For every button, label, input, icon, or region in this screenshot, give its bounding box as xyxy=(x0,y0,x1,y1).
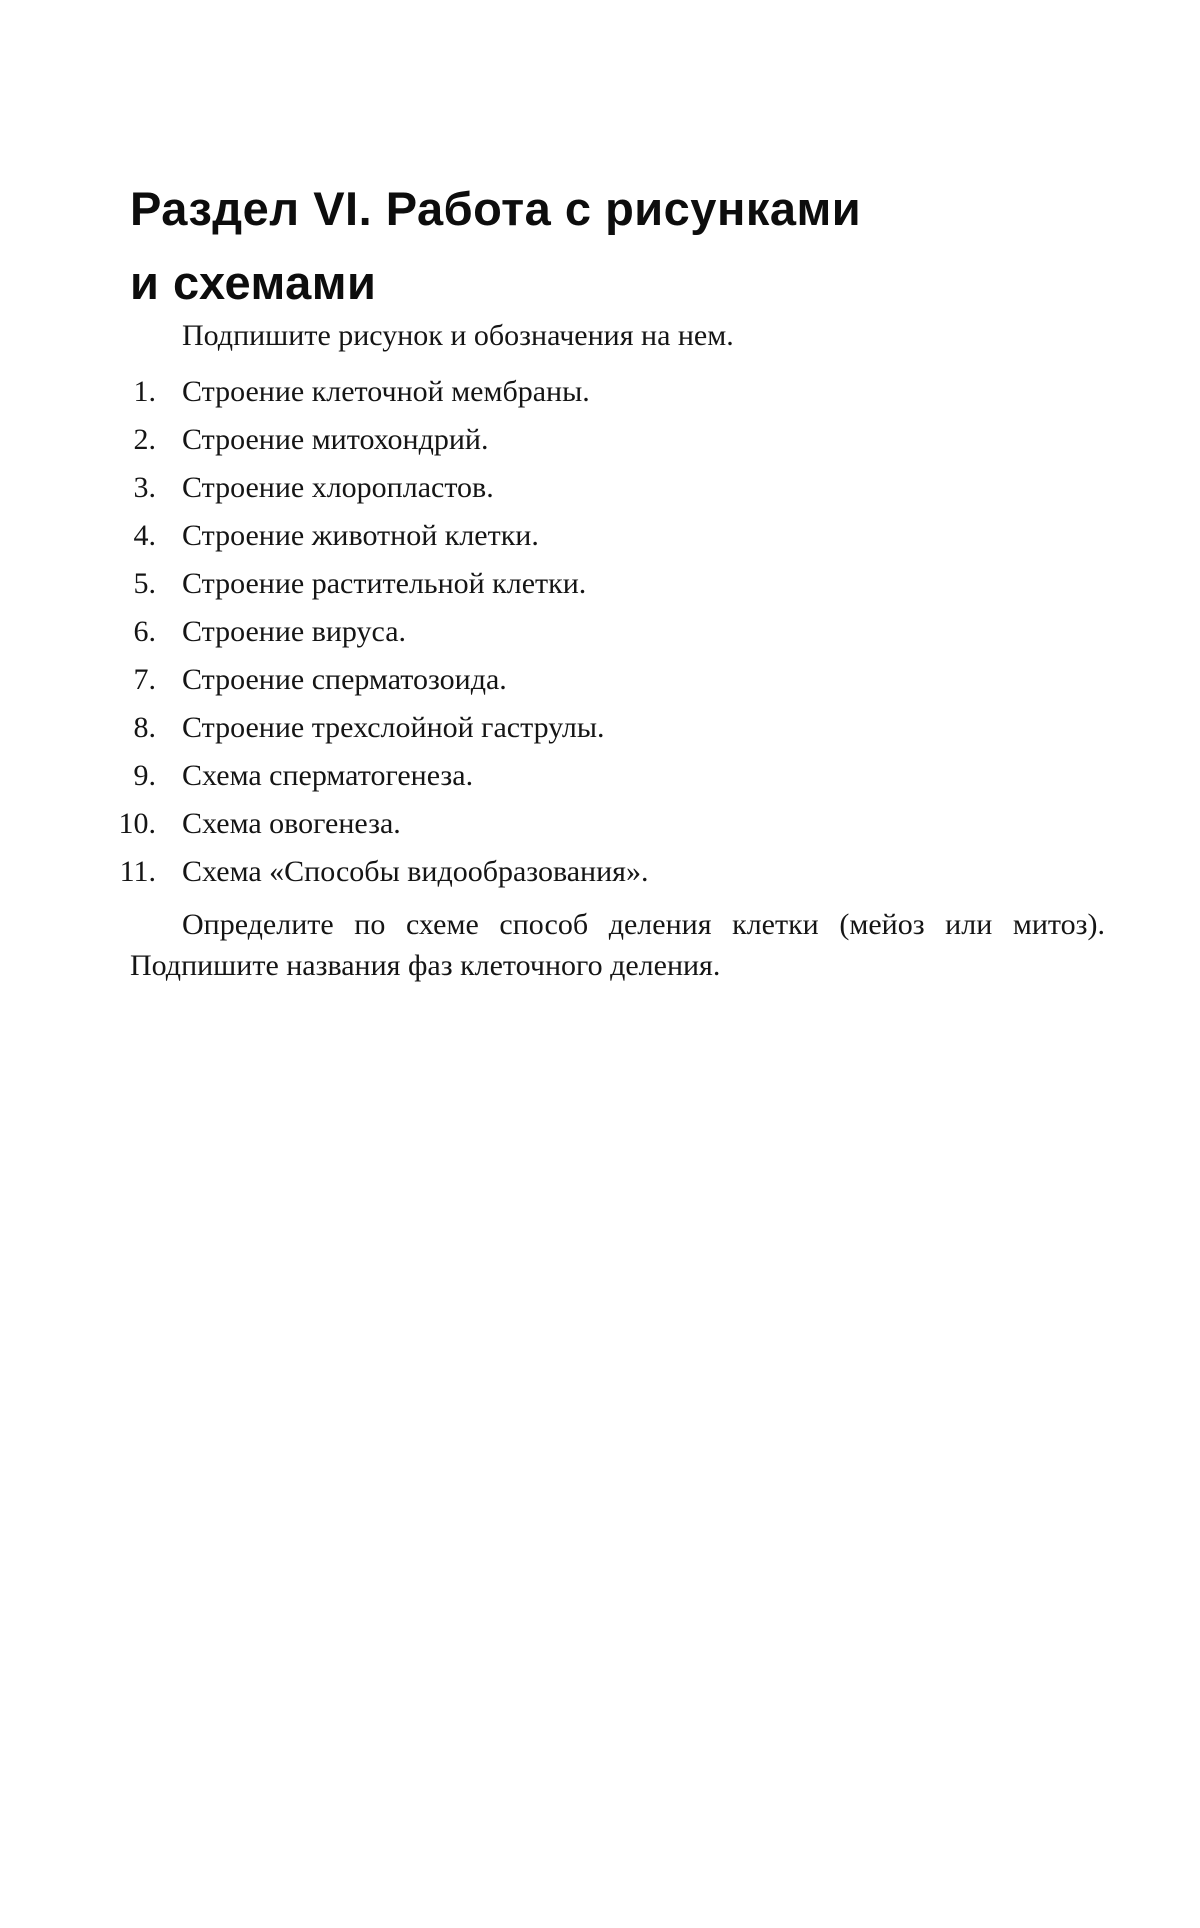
task-list xyxy=(0,368,1200,896)
list-item xyxy=(0,656,1200,704)
list-item xyxy=(0,560,1200,608)
item-number: 2. xyxy=(133,423,156,456)
item-text: Строение трехслойной гаструлы. xyxy=(182,711,605,744)
item-number: 8. xyxy=(133,711,156,744)
list-item xyxy=(0,704,1200,752)
list-item xyxy=(0,608,1200,656)
item-number: 11. xyxy=(119,855,156,888)
item-number: 4. xyxy=(133,519,156,552)
list-item xyxy=(0,512,1200,560)
item-number: 7. xyxy=(133,663,156,696)
list-item xyxy=(0,464,1200,512)
item-text: Строение клеточной мембраны. xyxy=(182,375,590,408)
list-item xyxy=(0,800,1200,848)
item-number: 5. xyxy=(133,567,156,600)
list-item xyxy=(0,848,1200,896)
item-text: Схема овогенеза. xyxy=(182,807,401,840)
list-item xyxy=(0,368,1200,416)
item-number: 9. xyxy=(133,759,156,792)
item-text: Строение животной клетки. xyxy=(182,519,539,552)
closing-instruction: Определите по схеме способ деления клетки (мейоз или митоз). Подпишите названия фаз клеточного деления. xyxy=(130,908,1105,982)
item-text: Схема сперматогенеза. xyxy=(182,759,474,792)
item-text: Строение митохондрий. xyxy=(182,423,489,456)
item-text: Строение растительной клетки. xyxy=(182,567,587,600)
item-number: 1. xyxy=(133,375,156,408)
section-heading-line-2: и схемами xyxy=(130,256,377,309)
item-text: Строение вируса. xyxy=(182,615,407,648)
section-heading-line-1: Раздел VI. Работа с рисунками xyxy=(130,182,862,235)
item-text: Строение сперматозоида. xyxy=(182,663,507,696)
item-number: 10. xyxy=(118,807,156,840)
list-item xyxy=(0,752,1200,800)
item-number: 3. xyxy=(133,471,156,504)
item-text: Схема «Способы видообразования». xyxy=(182,855,649,888)
item-text: Строение хлоропластов. xyxy=(182,471,494,504)
intro-instruction: Подпишите рисунок и обозначения на нем. xyxy=(182,319,734,352)
item-number: 6. xyxy=(133,615,156,648)
list-item xyxy=(0,416,1200,464)
section-heading xyxy=(130,172,1030,320)
